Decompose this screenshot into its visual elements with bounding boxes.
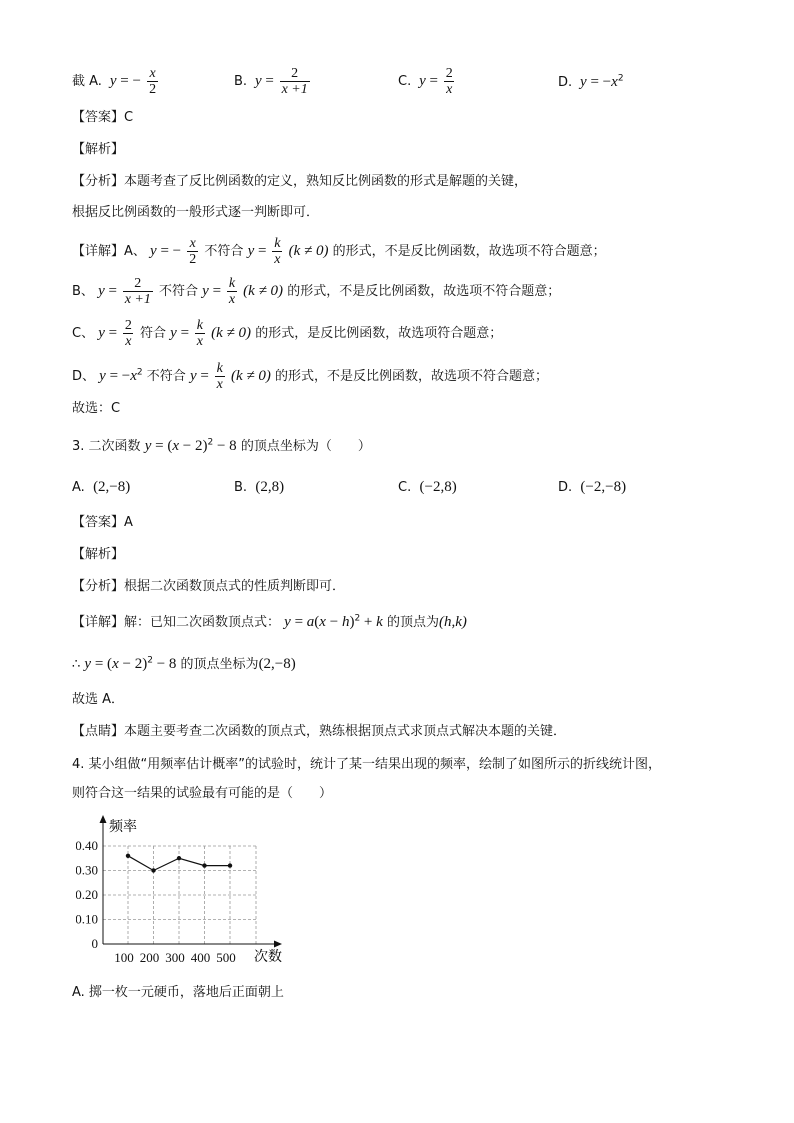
q2-option-b-fraction: $\frac{2}{x +1}$ <box>281 66 308 97</box>
q3-answer: 【答案】A <box>72 515 133 530</box>
q2-option-a-fraction: $\frac{x}{2}$ <box>149 66 157 97</box>
x-axis-arrow <box>274 941 282 948</box>
q2-detail-b: B、 y = $\frac{2}{x +1}$ 不符合 y = $\frac{k}{x}$ (k ≠ 0) 的形式，不是反比例函数，故选项不符合题意； <box>72 276 561 307</box>
x-axis-label: 次数 <box>254 949 282 965</box>
q3-choose: 故选 A． <box>72 692 125 707</box>
data-point <box>151 868 155 872</box>
x-tick-label: 200 <box>139 950 160 965</box>
q2-option-d-label: D. <box>558 75 573 90</box>
q2-fenxi-line1: 【分析】本题考查了反比例函数的定义，熟知反比例函数的形式是解题的关键， <box>72 174 528 189</box>
data-point <box>228 863 232 867</box>
q3-therefore: ∴ $y = (x - 2)^2 - 8$ 的顶点坐标为(2,−8) <box>72 655 296 672</box>
q4-stem-line1: 4. 某小组做“用频率估计概率”的试验时，统计了某一结果出现的频率，绘制了如图所示的折线统计图， <box>72 757 662 772</box>
q3-option-c: C. (−2,8) <box>398 479 457 495</box>
y-tick-label: 0.40 <box>76 838 98 853</box>
q2-option-c: C. y = $\frac{2}{x}$ <box>398 66 453 97</box>
q3-option-a: A. (2,−8) <box>72 479 131 495</box>
chart-svg <box>76 814 296 970</box>
y-tick-label: 0.10 <box>76 911 98 927</box>
q2-answer: 【答案】C <box>72 110 134 125</box>
data-point <box>177 856 181 860</box>
q2-fenxi-line2: 根据反比例函数的一般形式逐一判断即可． <box>72 205 320 220</box>
q3-option-b: B. (2,8) <box>234 479 285 495</box>
y-axis-arrow <box>100 815 107 823</box>
q2-option-a-label: 截 A. <box>72 74 102 89</box>
q3-detail: 【详解】解：已知二次函数顶点式： $y = a(x - h)^2 + k$ 的顶点为(h,k) <box>72 613 467 630</box>
q2-option-c-label: C. <box>398 74 412 89</box>
data-point <box>202 863 206 867</box>
q2-option-d: D. $y = -x^2$ <box>558 73 624 90</box>
q3-comment: 【点睛】本题主要考查二次函数的顶点式，熟练根据顶点式求顶点式解决本题的关键． <box>72 724 567 739</box>
q2-option-b: B. y = $\frac{2}{x +1}$ <box>234 66 308 97</box>
data-point <box>126 854 130 858</box>
y-axis-label: 频率 <box>109 819 137 835</box>
q2-detail-a: 【详解】A、 y = − $\frac{x}{2}$ 不符合 y = $\frac{k}{x}$ (k ≠ 0) 的形式，不是反比例函数，故选项不符合题意； <box>72 236 606 267</box>
q4-stem-line2: 则符合这一结果的试验最有可能的是（ ） <box>72 786 333 801</box>
frequency-line-chart <box>76 814 296 974</box>
x-tick-label: 500 <box>216 950 236 965</box>
q3-option-d: D. (−2,−8) <box>558 479 627 495</box>
q2-option-b-label: B. <box>234 74 248 89</box>
q4-option-a: A. 掷一枚一元硬币，落地后正面朝上 <box>72 985 284 1000</box>
q2-detail-d: D、 $y = -x^2$ 不符合 y = $\frac{k}{x}$ (k ≠ 0) 的形式，不是反比例函数，故选项不符合题意； <box>72 361 548 392</box>
q2-choose: 故选：C <box>72 401 121 416</box>
y-tick-label: 0.20 <box>76 887 98 902</box>
x-tick-label: 300 <box>165 950 185 965</box>
q3-analysis-title: 【解析】 <box>72 547 125 562</box>
y-tick-label: 0 <box>91 936 98 951</box>
q3-fenxi: 【分析】根据二次函数顶点式的性质判断即可． <box>72 579 346 594</box>
x-tick-label: 400 <box>190 950 211 965</box>
q2-option-a: 截 A. y = − $\frac{x}{2}$ <box>72 66 157 97</box>
y-tick-label: 0.30 <box>76 862 98 878</box>
q2-detail-c: C、 y = $\frac{2}{x}$ 符合 y = $\frac{k}{x}$ (k ≠ 0) 的形式，是反比例函数，故选项符合题意； <box>72 318 503 349</box>
q2-option-c-fraction: $\frac{2}{x}$ <box>445 66 453 97</box>
q2-analysis-title: 【解析】 <box>72 142 125 157</box>
x-tick-label: 100 <box>114 950 134 965</box>
q3-stem: 3. 二次函数 $y = (x - 2)^2 - 8$ 的顶点坐标为（ ） <box>72 437 371 454</box>
